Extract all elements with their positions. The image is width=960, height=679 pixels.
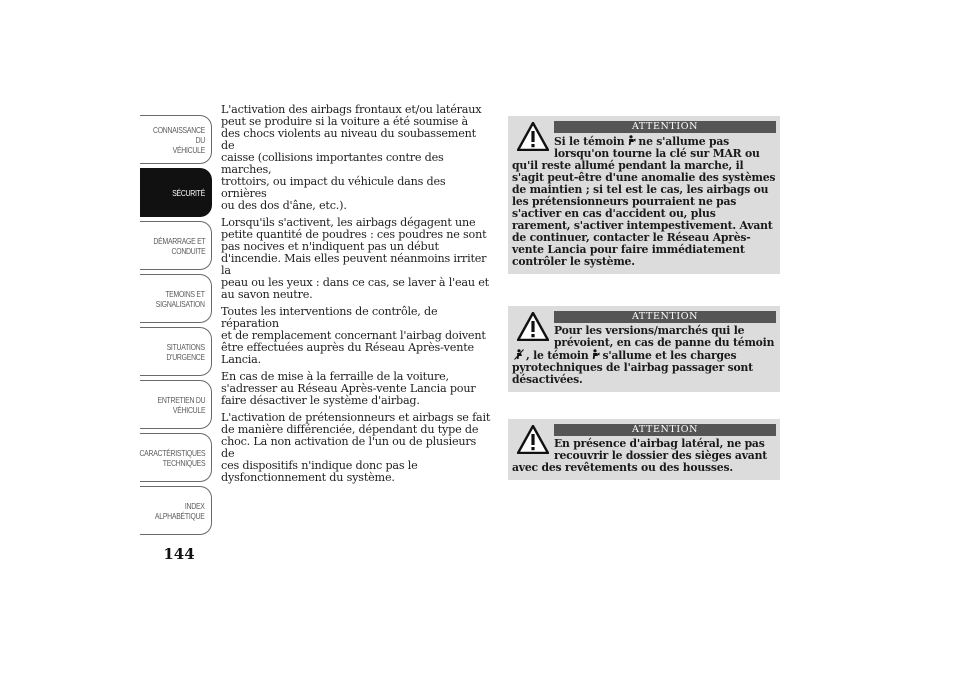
- tab-label: TEMOINS ET SIGNALISATION: [156, 288, 205, 309]
- warning-line: Si le témoin ne s'allume pas: [554, 135, 730, 148]
- warning-box: [508, 306, 780, 392]
- warning-line: prévoient, en cas de panne du témoin: [554, 336, 775, 349]
- warning-box: [508, 116, 780, 274]
- tab-demarrage-et-conduite[interactable]: [140, 221, 212, 270]
- warning-text: [512, 135, 776, 268]
- tab-connaissance-du-vehicule[interactable]: [140, 115, 212, 164]
- warning-title: ATTENTION: [554, 311, 776, 323]
- tab-situations-d-urgence[interactable]: [140, 327, 212, 376]
- warning-title: ATTENTION: [554, 121, 776, 133]
- paragraph: Toutes les interventions de contrôle, de réparation et de remplacement concernant l'airbag doivent être effectuées auprès du Réseau Après-vente Lancia.: [221, 305, 486, 366]
- warning-line: , le témoin s'allume et les charges: [512, 349, 776, 362]
- paragraph: Lorsqu'ils s'activent, les airbags dégagent une petite quantité de poudres : ces poudres ne sont pas nocives et n'indiquent pas un début d'incendie. Mais elles peuvent néanmoins irriter la peau ou les yeux : dans ce cas, se laver à l'eau et au savon neutre.: [221, 216, 489, 301]
- body-text-column: [221, 104, 491, 489]
- tab-label: SITUATIONS D'URGENCE: [166, 341, 205, 362]
- warning-line: En présence d'airbag latéral, ne pas: [554, 437, 765, 450]
- warning-line: recouvrir le dossier des sièges avant: [554, 449, 768, 462]
- warning-triangle-icon: [517, 425, 549, 454]
- warning-box: [508, 419, 780, 480]
- warning-line: pyrotechniques de l'airbag passager sont désactivées.: [512, 361, 753, 386]
- tab-caracteristiques-techniques[interactable]: [140, 433, 212, 482]
- airbag-warning-light-icon: [626, 135, 636, 146]
- warning-triangle-icon: [517, 312, 549, 341]
- tab-entretien-du-vehicule[interactable]: [140, 380, 212, 429]
- warning-line: Pour les versions/marchés qui le: [554, 324, 745, 337]
- paragraph: En cas de mise à la ferraille de la voiture, s'adresser au Réseau Après-vente Lancia pour faire désactiver le système d'airbag.: [221, 370, 476, 407]
- warning-text: [512, 325, 776, 386]
- tab-securite[interactable]: [140, 168, 212, 217]
- airbag-warning-light-icon: [590, 349, 600, 360]
- tab-temoins-et-signalisation[interactable]: [140, 274, 212, 323]
- tab-label: INDEX ALPHABÉTIQUE: [155, 500, 205, 521]
- paragraph: L'activation des airbags frontaux et/ou latéraux peut se produire si la voiture a été soumise à des chocs violents au niveau du soubassement de caisse (collisions importantes contre des marches, trottoirs, ou impact du véhicule dans des ornières ou des dos d'âne, etc.).: [221, 103, 482, 212]
- paragraph: L'activation de prétensionneurs et airbags se fait de manière différenciée, dépendant du type de choc. La non activation de l'un ou de plusieurs de ces dispositifs n'indique donc pas le dysfonctionnement du système.: [221, 411, 491, 484]
- warning-text: [512, 438, 776, 474]
- warning-title: ATTENTION: [554, 424, 776, 436]
- tab-label: SÉCURITÉ: [172, 187, 205, 198]
- warning-triangle-icon: [517, 122, 549, 151]
- airbag-off-icon: [514, 349, 524, 360]
- tab-index-alphabetique[interactable]: [140, 486, 212, 535]
- warning-line: avec des revêtements ou des housses.: [512, 461, 733, 474]
- warning-line: lorsqu'on tourne la clé sur MAR ou: [554, 147, 760, 160]
- tab-label: ENTRETIEN DU VÉHICULE: [157, 394, 205, 415]
- chapter-tabs: [140, 115, 212, 539]
- tab-label: DÉMARRAGE ET CONDUITE: [152, 235, 205, 256]
- page-number: 144: [163, 545, 195, 563]
- tab-label: CARACTÉRISTIQUES TECHNIQUES: [139, 447, 205, 468]
- warning-line: qu'il reste allumé pendant la marche, il s'agit peut-être d'une anomalie des systèmes de maintien ; si tel est le cas, les airbags ou les prétensionneurs pourraient ne pas s'activer en cas d'accident ou, plus rarement, s'activer intempestivement. Avant de continuer, contacter le Réseau Après- vente Lancia pour faire immédiatement contrôler le système.: [512, 159, 776, 268]
- tab-label: CONNAISSANCE DU VÉHICULE: [152, 124, 205, 155]
